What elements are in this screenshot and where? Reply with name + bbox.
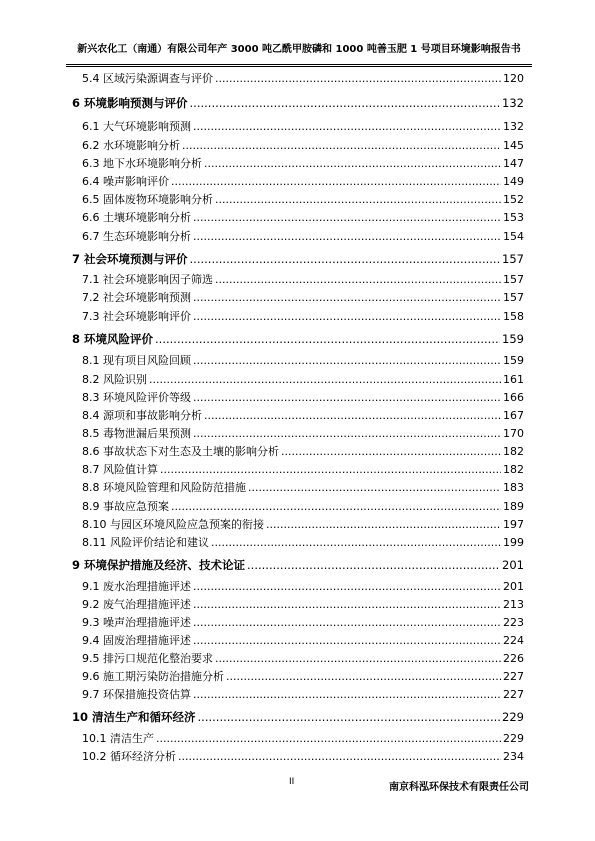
toc-entry-page-number: 166: [503, 391, 524, 404]
toc-entry-page-number: 157: [503, 291, 524, 304]
toc-entry-page-number: 161: [503, 373, 524, 386]
toc-entry-page-number: 153: [503, 211, 524, 224]
toc-dot-leader: [156, 732, 501, 746]
toc-dot-leader: [193, 120, 501, 134]
toc-dot-leader: [204, 409, 501, 423]
toc-dot-leader: [193, 598, 501, 612]
toc-dot-leader: [215, 273, 501, 287]
toc-section-entry[interactable]: [82, 732, 524, 746]
toc-dot-leader: [198, 710, 501, 724]
toc-section-entry[interactable]: [82, 139, 524, 153]
toc-entry-label: 7.3 社会环境影响评价: [82, 310, 191, 323]
toc-dot-leader: [193, 310, 501, 324]
toc-section-entry[interactable]: [82, 445, 524, 459]
toc-dot-leader: [193, 427, 501, 441]
toc-entry-page-number: 132: [502, 96, 524, 110]
toc-entry-label: 10 清洁生产和循环经济: [72, 710, 196, 724]
toc-section-entry[interactable]: [82, 291, 524, 305]
toc-entry-label: 9 环境保护措施及经济、技术论证: [72, 558, 246, 572]
toc-section-entry[interactable]: [82, 670, 524, 684]
header-rule: [66, 64, 532, 65]
toc-section-entry[interactable]: [82, 481, 524, 495]
toc-entry-page-number: 149: [503, 175, 524, 188]
toc-entry-page-number: 213: [503, 598, 524, 611]
toc-entry-label: 6 环境影响预测与评价: [72, 96, 188, 110]
toc-entry-label: 8.4 源项和事故影响分析: [82, 409, 202, 422]
toc-section-entry[interactable]: [82, 598, 524, 612]
toc-entry-page-number: 167: [503, 409, 524, 422]
toc-dot-leader: [193, 291, 501, 305]
toc-entry-label: 6.2 水环境影响分析: [82, 139, 180, 152]
toc-entry-label: 9.1 废水治理措施评述: [82, 580, 191, 593]
toc-section-entry[interactable]: [82, 193, 524, 207]
toc-section-entry[interactable]: [82, 518, 524, 532]
toc-entry-label: 7 社会环境预测与评价: [72, 252, 188, 266]
toc-entry-page-number: 159: [503, 354, 524, 367]
toc-chapter-entry[interactable]: [72, 252, 524, 266]
toc-dot-leader: [155, 332, 500, 346]
toc-entry-label: 10.2 循环经济分析: [82, 750, 176, 763]
toc-entry-page-number: 154: [503, 230, 524, 243]
toc-entry-label: 6.6 土壤环境影响分析: [82, 211, 191, 224]
toc-section-entry[interactable]: [82, 500, 524, 514]
toc-entry-page-number: 120: [503, 72, 524, 85]
toc-section-entry[interactable]: [82, 634, 524, 648]
toc-dot-leader: [149, 373, 501, 387]
toc-section-entry[interactable]: [82, 310, 524, 324]
toc-entry-label: 6.4 噪声影响评价: [82, 175, 169, 188]
toc-dot-leader: [193, 230, 501, 244]
toc-entry-page-number: 227: [503, 688, 524, 701]
toc-entry-page-number: 157: [503, 273, 524, 286]
toc-section-entry[interactable]: [82, 175, 524, 189]
toc-entry-label: 9.5 排污口规范化整治要求: [82, 652, 213, 665]
toc-entry-page-number: 197: [503, 518, 524, 531]
toc-section-entry[interactable]: [82, 427, 524, 441]
toc-dot-leader: [193, 688, 501, 702]
toc-entry-page-number: 226: [503, 652, 524, 665]
toc-section-entry[interactable]: [82, 688, 524, 702]
toc-entry-page-number: 201: [502, 558, 524, 572]
toc-entry-page-number: 158: [503, 310, 524, 323]
toc-dot-leader: [215, 193, 501, 207]
toc-entry-page-number: 152: [503, 193, 524, 206]
toc-section-entry[interactable]: [82, 463, 524, 477]
toc-dot-leader: [247, 558, 500, 572]
toc-chapter-entry[interactable]: [72, 710, 524, 724]
toc-section-entry[interactable]: [82, 373, 524, 387]
toc-entry-label: 10.1 清洁生产: [82, 732, 154, 745]
toc-entry-page-number: 147: [503, 157, 524, 170]
toc-section-entry[interactable]: [82, 580, 524, 594]
toc-entry-label: 9.6 施工期污染防治措施分析: [82, 670, 224, 683]
toc-entry-label: 9.4 固废治理措施评述: [82, 634, 191, 647]
toc-dot-leader: [193, 634, 501, 648]
footer-company-name: 南京科泓环保技术有限责任公司: [389, 782, 529, 793]
toc-section-entry[interactable]: [82, 230, 524, 244]
toc-section-entry[interactable]: [82, 211, 524, 225]
header-rule-secondary: [66, 66, 532, 67]
toc-dot-leader: [211, 536, 501, 550]
toc-dot-leader: [215, 72, 501, 86]
toc-dot-leader: [281, 445, 501, 459]
toc-entry-label: 9.3 噪声治理措施评述: [82, 616, 191, 629]
toc-entry-page-number: 229: [502, 710, 524, 724]
toc-dot-leader: [215, 652, 501, 666]
toc-entry-label: 8 环境风险评价: [72, 332, 154, 346]
toc-entry-label: 9.2 废气治理措施评述: [82, 598, 191, 611]
toc-section-entry[interactable]: [82, 616, 524, 630]
toc-entry-label: 8.11 风险评价结论和建议: [82, 536, 209, 549]
toc-dot-leader: [193, 354, 501, 368]
toc-entry-page-number: 182: [503, 463, 524, 476]
toc-entry-page-number: 201: [503, 580, 524, 593]
toc-section-entry[interactable]: [82, 536, 524, 550]
toc-entry-label: 8.5 毒物泄漏后果预测: [82, 427, 191, 440]
toc-entry-page-number: 145: [503, 139, 524, 152]
toc-entry-label: 8.6 事故状态下对生态及土壤的影响分析: [82, 445, 279, 458]
toc-section-entry[interactable]: [82, 72, 524, 86]
toc-entry-page-number: 224: [503, 634, 524, 647]
toc-dot-leader: [248, 481, 501, 495]
toc-dot-leader: [171, 175, 501, 189]
toc-entry-label: 8.1 现有项目风险回顾: [82, 354, 191, 367]
toc-entry-page-number: 170: [503, 427, 524, 440]
toc-entry-page-number: 223: [503, 616, 524, 629]
toc-entry-page-number: 157: [502, 252, 524, 266]
toc-dot-leader: [193, 616, 501, 630]
toc-section-entry[interactable]: [82, 409, 524, 423]
toc-section-entry[interactable]: [82, 120, 524, 134]
toc-dot-leader: [266, 518, 501, 532]
toc-entry-label: 6.5 固体废物环境影响分析: [82, 193, 213, 206]
toc-section-entry[interactable]: [82, 391, 524, 405]
toc-entry-label: 7.1 社会环境影响因子筛选: [82, 273, 213, 286]
toc-entry-page-number: 183: [503, 481, 524, 494]
toc-entry-page-number: 182: [503, 445, 524, 458]
toc-entry-label: 5.4 区域污染源调查与评价: [82, 72, 213, 85]
toc-entry-label: 6.1 大气环境影响预测: [82, 120, 191, 133]
toc-entry-page-number: 229: [503, 732, 524, 745]
toc-entry-page-number: 227: [503, 670, 524, 683]
toc-dot-leader: [178, 750, 501, 764]
toc-dot-leader: [190, 252, 501, 266]
toc-entry-label: 9.7 环保措施投资估算: [82, 688, 191, 701]
toc-entry-label: 8.7 风险值计算: [82, 463, 158, 476]
toc-section-entry[interactable]: [82, 652, 524, 666]
toc-entry-label: 6.3 地下水环境影响分析: [82, 157, 202, 170]
toc-dot-leader: [226, 670, 501, 684]
toc-dot-leader: [182, 139, 501, 153]
toc-chapter-entry[interactable]: [72, 332, 524, 346]
toc-entry-label: 8.2 风险识别: [82, 373, 147, 386]
toc-entry-page-number: 199: [503, 536, 524, 549]
toc-entry-label: 8.10 与园区环境风险应急预案的衔接: [82, 518, 264, 531]
toc-dot-leader: [204, 157, 501, 171]
toc-entry-label: 8.3 环境风险评价等级: [82, 391, 191, 404]
toc-chapter-entry[interactable]: [72, 558, 524, 572]
toc-dot-leader: [160, 463, 501, 477]
toc-entry-page-number: 189: [503, 500, 524, 513]
toc-section-entry[interactable]: [82, 273, 524, 287]
footer-page-number: II: [289, 777, 295, 787]
toc-section-entry[interactable]: [82, 750, 524, 764]
toc-section-entry[interactable]: [82, 157, 524, 171]
toc-chapter-entry[interactable]: [72, 96, 524, 110]
toc-entry-label: 7.2 社会环境影响预测: [82, 291, 191, 304]
toc-section-entry[interactable]: [82, 354, 524, 368]
toc-entry-page-number: 159: [502, 332, 524, 346]
toc-dot-leader: [193, 391, 501, 405]
toc-dot-leader: [193, 211, 501, 225]
toc-dot-leader: [193, 580, 501, 594]
toc-entry-label: 8.9 事故应急预案: [82, 500, 169, 513]
toc-entry-page-number: 234: [503, 750, 524, 763]
document-header-title: 新兴农化工（南通）有限公司年产 3000 吨乙酰甲胺磷和 1000 吨善玉肥 1 号项目环境影响报告书: [77, 44, 521, 55]
toc-entry-label: 8.8 环境风险管理和风险防范措施: [82, 481, 246, 494]
toc-entry-label: 6.7 生态环境影响分析: [82, 230, 191, 243]
toc-dot-leader: [171, 500, 501, 514]
toc-dot-leader: [190, 96, 501, 110]
toc-entry-page-number: 132: [503, 120, 524, 133]
